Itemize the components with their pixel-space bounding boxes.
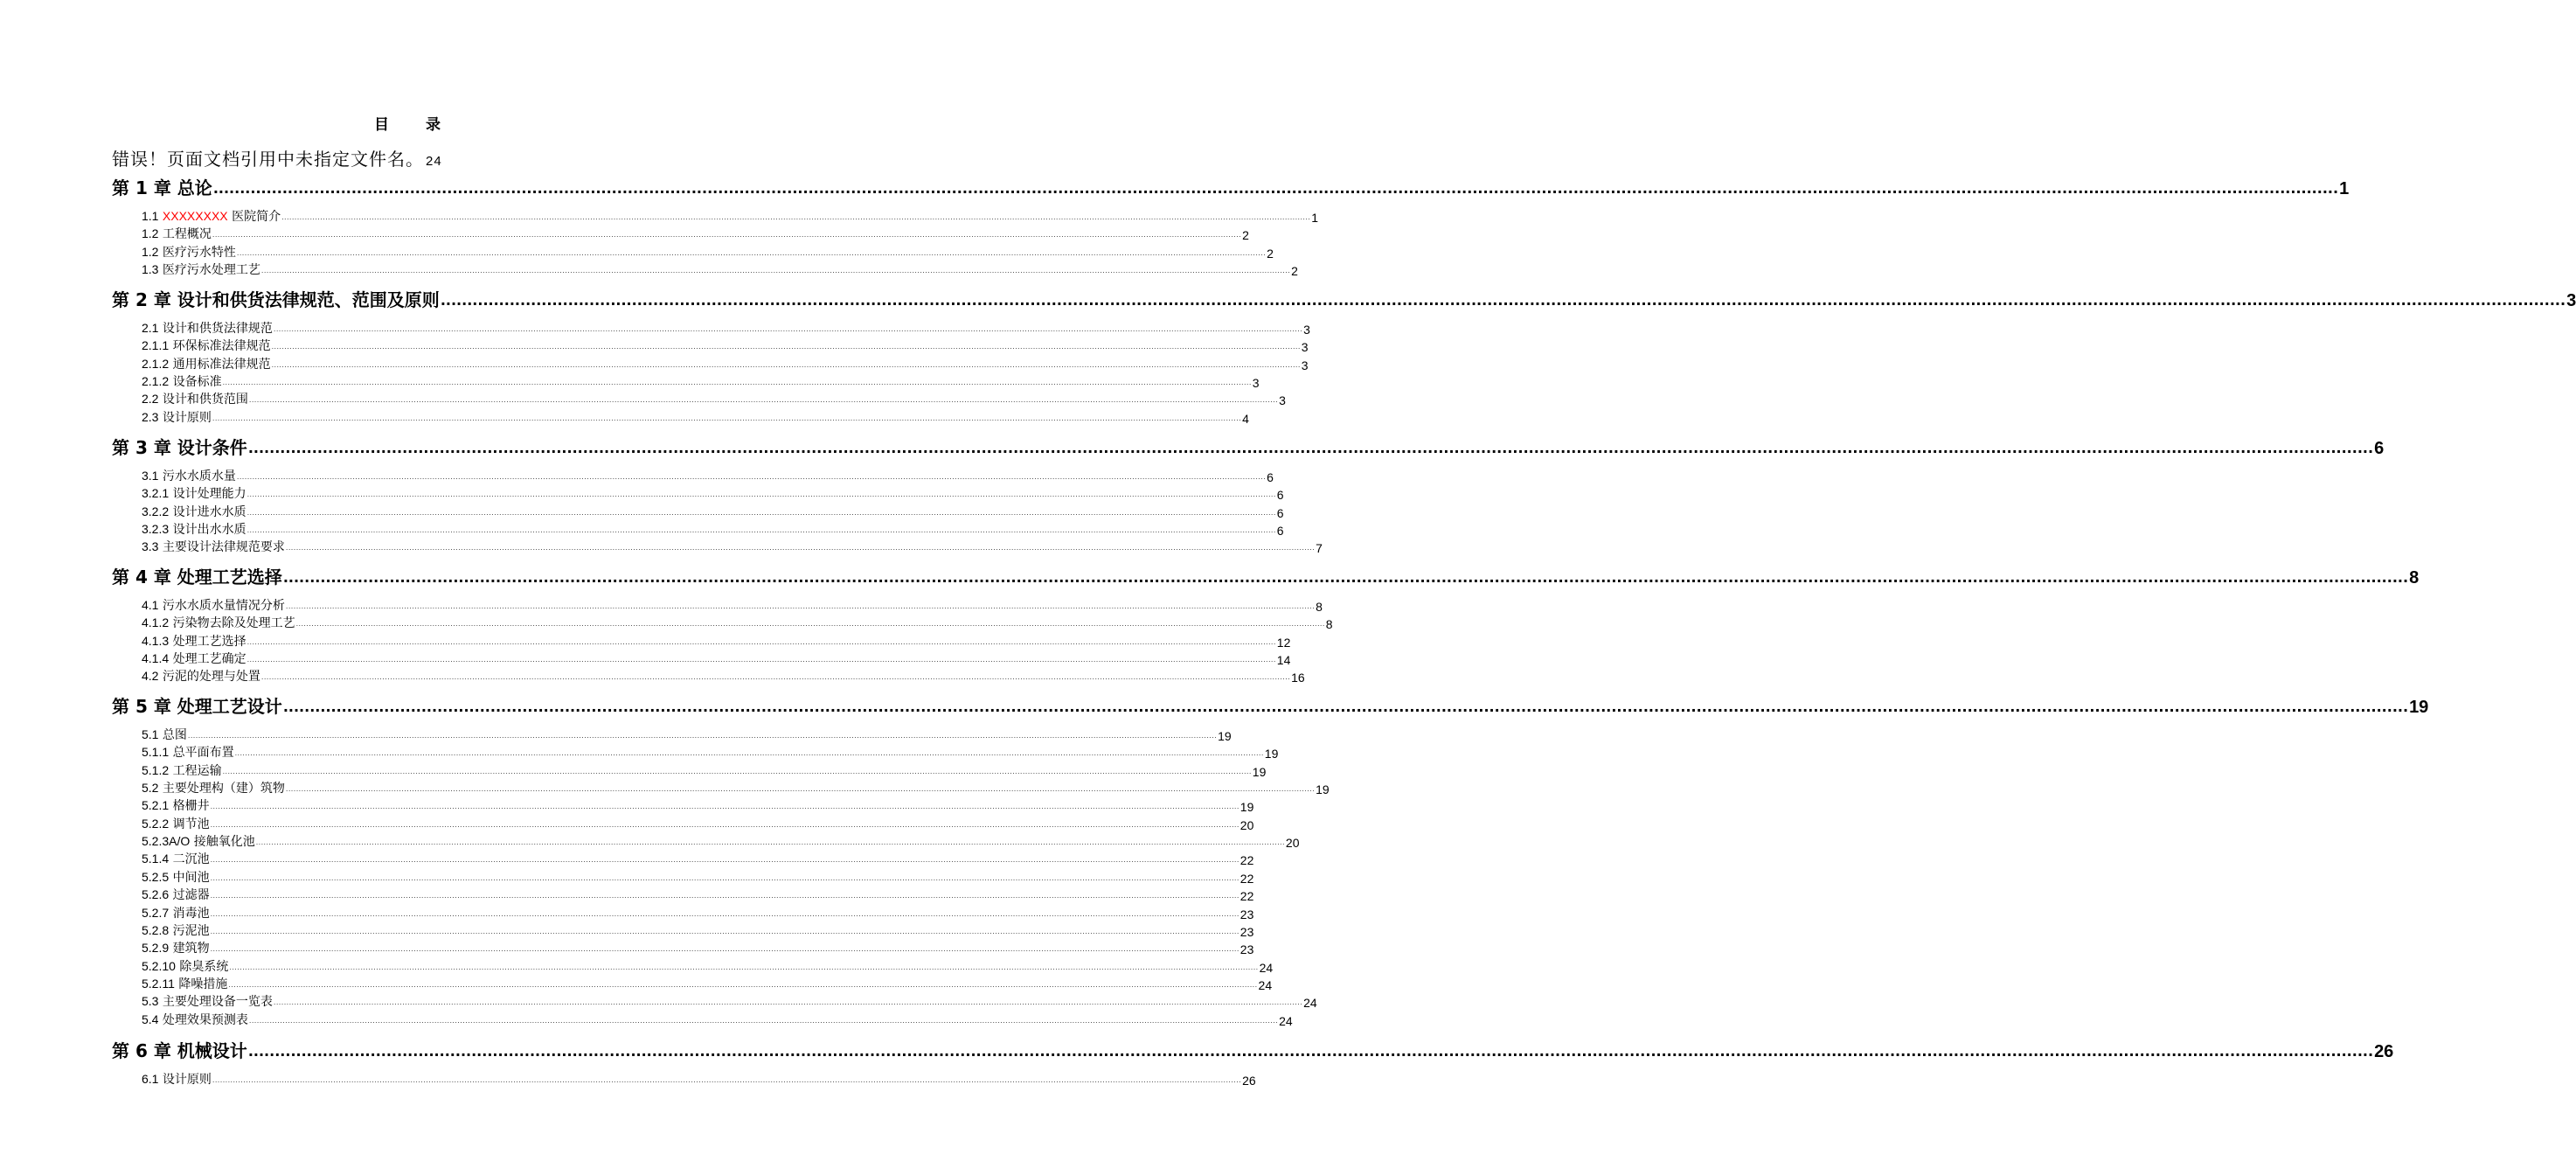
toc-entry-link[interactable] xyxy=(142,976,1273,992)
toc-leader-dots: ................................................................................................................................................................................................................................................................................................................................................................................................................ xyxy=(246,508,1276,517)
toc-entry-label xyxy=(142,390,248,407)
toc-leader-dots: ................................................................................................................................................................................................................................................................................................................................................................................................................ xyxy=(247,1043,2374,1060)
toc-chapter-page: 8 xyxy=(2409,568,2420,588)
toc-leader-dots: ................................................................................................................................................................................................................................................................................................................................................................................................................ xyxy=(229,963,1259,971)
toc-entry-page: 22 xyxy=(1239,871,1254,886)
toc-entry-link[interactable] xyxy=(142,886,1254,904)
toc-entry-number: 3.1 xyxy=(142,469,159,483)
toc-entry-label xyxy=(142,921,210,939)
toc-entry-page: 19 xyxy=(1316,782,1330,797)
toc-chapter-label: 第 4 章 处理工艺选择 xyxy=(112,567,282,588)
toc-entry-link[interactable] xyxy=(142,208,1319,225)
toc-entry-number: 2.1.1 xyxy=(142,338,170,353)
toc-chapter-label: 第 1 章 总论 xyxy=(112,177,212,198)
toc-entry-number: 5.2.9 xyxy=(142,941,170,956)
toc-entry-text: 总平面布置 xyxy=(172,746,234,761)
toc-leader-dots: ................................................................................................................................................................................................................................................................................................................................................................................................................ xyxy=(285,602,1316,610)
toc-entry-page: 12 xyxy=(1276,635,1291,650)
toc-entry-label xyxy=(142,207,281,225)
toc-leader-dots: ................................................................................................................................................................................................................................................................................................................................................................................................................ xyxy=(234,749,1264,758)
toc-entry-link[interactable] xyxy=(142,816,1254,832)
toc-entry-label xyxy=(142,372,222,390)
toc-entry-text: 设计出水水质 xyxy=(172,523,246,538)
toc-entry-page: 2 xyxy=(1291,264,1298,279)
toc-entry-label xyxy=(142,743,234,761)
toc-entry-link[interactable] xyxy=(142,762,1267,779)
toc-entry-label xyxy=(142,832,255,850)
toc-entry-link[interactable] xyxy=(142,744,1279,761)
toc-leader-dots: ................................................................................................................................................................................................................................................................................................................................................................................................................ xyxy=(210,892,1239,900)
toc-entry-label xyxy=(142,1070,212,1088)
toc-entry-label xyxy=(142,337,271,354)
toc-leader-dots: ................................................................................................................................................................................................................................................................................................................................................................................................................ xyxy=(236,248,1267,257)
toc-leader-dots: ................................................................................................................................................................................................................................................................................................................................................................................................................ xyxy=(247,440,2374,456)
toc-leader-dots: ................................................................................................................................................................................................................................................................................................................................................................................................................ xyxy=(440,292,2566,309)
toc-chapter-label: 第 6 章 机械设计 xyxy=(112,1040,247,1061)
toc-entry-page: 26 xyxy=(1242,1074,1256,1088)
toc-entry-link[interactable] xyxy=(142,922,1254,939)
toc-entry-link[interactable] xyxy=(142,833,1300,851)
toc-entry-label xyxy=(142,243,236,261)
toc-entry-label xyxy=(142,667,260,685)
toc-leader-dots: ................................................................................................................................................................................................................................................................................................................................................................................................................ xyxy=(246,637,1276,646)
toc-entry-label xyxy=(142,520,246,538)
toc-entry-link[interactable] xyxy=(142,958,1274,975)
toc-entry-number: 5.3 xyxy=(142,994,159,1009)
toc-entry-label xyxy=(142,904,210,921)
toc-entry-link[interactable] xyxy=(142,633,1291,650)
toc-leader-dots: ................................................................................................................................................................................................................................................................................................................................................................................................................ xyxy=(212,180,2339,197)
toc-entry-link[interactable] xyxy=(142,905,1254,921)
toc-entry-text: 二沉池 xyxy=(172,852,210,867)
toc-entry-label xyxy=(142,796,210,814)
toc-leader-dots: ................................................................................................................................................................................................................................................................................................................................................................................................................ xyxy=(282,699,2409,715)
toc-leader-dots: ................................................................................................................................................................................................................................................................................................................................................................................................................ xyxy=(212,1076,1242,1084)
toc-entry-number: 1.3 xyxy=(142,262,159,277)
toc-chapter-link[interactable] xyxy=(112,1038,2394,1062)
toc-entry-page: 20 xyxy=(1239,817,1254,832)
toc-entry-page: 6 xyxy=(1267,470,1274,484)
toc-entry-page: 2 xyxy=(1267,246,1274,261)
toc-entry-text: 污染物去除及处理工艺 xyxy=(172,616,295,631)
toc-entry-page: 8 xyxy=(1316,600,1323,614)
toc-entry-number: 5.1.4 xyxy=(142,852,170,866)
toc-entry-text: 中间池 xyxy=(172,870,210,885)
toc-entry-link[interactable] xyxy=(142,391,1286,408)
toc-entry-label xyxy=(142,975,227,992)
toc-entry-text: 格栅井 xyxy=(172,799,210,814)
toc-entry-label xyxy=(142,957,228,975)
toc-leader-dots: ................................................................................................................................................................................................................................................................................................................................................................................................................ xyxy=(281,213,1311,221)
toc-leader-dots: ................................................................................................................................................................................................................................................................................................................................................................................................................ xyxy=(285,785,1316,794)
toc-leader-dots: ................................................................................................................................................................................................................................................................................................................................................................................................................ xyxy=(246,490,1276,499)
toc-entry-text: 工程运输 xyxy=(172,763,222,778)
toc-entry-page: 24 xyxy=(1258,977,1273,992)
toc-entry-text: 医院简介 xyxy=(232,210,281,224)
toc-entry-text: 主要处理构（建）筑物 xyxy=(162,782,285,796)
toc-entry-text: 设备标准 xyxy=(172,375,222,390)
toc-entry-label xyxy=(142,868,210,886)
toc-entry-page: 3 xyxy=(1301,358,1309,372)
toc-entry-text: 工程概况 xyxy=(162,227,212,242)
toc-entry-label xyxy=(142,408,212,426)
toc-entry-text: 设计原则 xyxy=(162,1073,212,1087)
toc-entry-number: 2.2 xyxy=(142,392,159,407)
toc-entry-number: 5.2.6 xyxy=(142,887,170,902)
toc-chapter-link[interactable] xyxy=(112,693,2429,718)
toc-leader-dots: ................................................................................................................................................................................................................................................................................................................................................................................................................ xyxy=(273,325,1303,333)
toc-entry-page: 22 xyxy=(1239,889,1254,904)
toc-entry-number: 2.3 xyxy=(142,409,159,424)
toc-chapter-link[interactable] xyxy=(112,287,2576,311)
toc-title: 目 录 xyxy=(374,116,456,134)
toc-entry-label xyxy=(142,650,246,667)
toc-entry-text: 医疗污水处理工艺 xyxy=(162,263,260,278)
toc-entry-text: 污水水质水量情况分析 xyxy=(162,599,285,613)
toc-entry-text: 过滤器 xyxy=(172,888,210,903)
toc-chapter-label: 第 5 章 处理工艺设计 xyxy=(112,696,282,717)
toc-entry-page: 19 xyxy=(1264,747,1279,761)
toc-chapter-label: 第 3 章 设计条件 xyxy=(112,437,247,458)
toc-entry-page: 14 xyxy=(1276,653,1291,668)
toc-entry-number: 1.1 xyxy=(142,209,159,223)
toc-entry-link[interactable] xyxy=(142,485,1284,503)
toc-entry-number: 5.2.8 xyxy=(142,922,170,937)
toc-entry-number: 5.2.7 xyxy=(142,905,170,920)
toc-entry-label xyxy=(142,632,246,650)
toc-entry-link[interactable] xyxy=(142,851,1254,868)
toc-leader-dots: ................................................................................................................................................................................................................................................................................................................................................................................................................ xyxy=(210,909,1239,918)
toc-entry-page: 3 xyxy=(1301,340,1309,355)
toc-leader-dots: ................................................................................................................................................................................................................................................................................................................................................................................................................ xyxy=(260,673,1291,682)
toc-entry-label xyxy=(142,538,285,555)
toc-error-text: 错误！页面文档引用中未指定文件名。 xyxy=(112,149,424,170)
toc-entry-page: 19 xyxy=(1239,800,1254,815)
toc-leader-dots: ................................................................................................................................................................................................................................................................................................................................................................................................................ xyxy=(212,231,1242,240)
toc-entry-link[interactable] xyxy=(142,504,1284,520)
toc-error-line xyxy=(112,145,442,170)
toc-entry-number: 3.2.1 xyxy=(142,486,170,501)
toc-entry-number: 1.2 xyxy=(142,244,159,259)
toc-leader-dots: ................................................................................................................................................................................................................................................................................................................................................................................................................ xyxy=(236,473,1267,481)
toc-entry-placeholder: XXXXXXXX xyxy=(162,209,228,223)
toc-entry-link[interactable] xyxy=(142,409,1249,426)
toc-entry-label xyxy=(142,467,236,484)
toc-entry-link[interactable] xyxy=(142,356,1309,372)
toc-entry-link[interactable] xyxy=(142,373,1260,391)
toc-leader-dots: ................................................................................................................................................................................................................................................................................................................................................................................................................ xyxy=(295,620,1325,629)
toc-entry-page: 6 xyxy=(1276,524,1284,539)
toc-leader-dots: ................................................................................................................................................................................................................................................................................................................................................................................................................ xyxy=(282,569,2409,586)
toc-chapter-label: 第 2 章 设计和供货法律规范、范围及原则 xyxy=(112,289,440,310)
toc-entry-page: 16 xyxy=(1291,671,1305,685)
toc-error-page: 24 xyxy=(426,154,442,169)
toc-entry-link[interactable] xyxy=(142,320,1310,337)
toc-entry-text: 设计和供货范围 xyxy=(162,393,248,407)
toc-entry-label xyxy=(142,225,212,242)
toc-entry-link[interactable] xyxy=(142,244,1274,261)
toc-entry-text: 处理工艺选择 xyxy=(172,634,246,649)
toc-leader-dots: ................................................................................................................................................................................................................................................................................................................................................................................................................ xyxy=(255,838,1285,847)
toc-leader-dots: ................................................................................................................................................................................................................................................................................................................................................................................................................ xyxy=(246,656,1276,664)
toc-entry-link[interactable] xyxy=(142,668,1305,685)
toc-entry-number: 5.2.5 xyxy=(142,869,170,884)
toc-entry-number: 5.2.2 xyxy=(142,816,170,831)
toc-leader-dots: ................................................................................................................................................................................................................................................................................................................................................................................................................ xyxy=(271,360,1301,369)
toc-leader-dots: ................................................................................................................................................................................................................................................................................................................................................................................................................ xyxy=(222,379,1252,387)
toc-entry-page: 23 xyxy=(1239,924,1254,939)
toc-entry-page: 7 xyxy=(1316,541,1323,556)
toc-chapter-page: 6 xyxy=(2374,439,2385,458)
toc-chapter-page: 19 xyxy=(2409,698,2429,717)
toc-entry-label xyxy=(142,761,222,779)
toc-entry-link[interactable] xyxy=(142,521,1284,539)
toc-entry-link[interactable] xyxy=(142,1071,1256,1088)
toc-entry-text: 设计原则 xyxy=(162,410,212,425)
toc-leader-dots: ................................................................................................................................................................................................................................................................................................................................................................................................................ xyxy=(285,544,1316,553)
toc-entry-number: 5.2.1 xyxy=(142,798,170,813)
toc-entry-text: 污水水质水量 xyxy=(162,469,236,483)
toc-chapter-link[interactable] xyxy=(112,435,2385,459)
toc-entry-label xyxy=(142,319,273,337)
toc-entry-link[interactable] xyxy=(142,337,1309,355)
toc-entry-page: 3 xyxy=(1303,323,1310,337)
toc-entry-link[interactable] xyxy=(142,993,1317,1011)
toc-chapter-page: 3 xyxy=(2566,291,2576,310)
toc-entry-number: 5.2.3A/O xyxy=(142,834,191,849)
toc-entry-label xyxy=(142,484,246,502)
toc-entry-number: 5.1.1 xyxy=(142,745,170,760)
toc-leader-dots: ................................................................................................................................................................................................................................................................................................................................................................................................................ xyxy=(210,945,1239,954)
toc-entry-link[interactable] xyxy=(142,869,1254,886)
toc-entry-page: 24 xyxy=(1303,996,1317,1011)
toc-chapter-page: 1 xyxy=(2339,179,2350,198)
toc-entry-label xyxy=(142,779,285,796)
toc-entry-number: 4.1 xyxy=(142,598,159,612)
toc-entry-number: 5.1.2 xyxy=(142,762,170,777)
toc-entry-page: 22 xyxy=(1239,853,1254,868)
toc-entry-label xyxy=(142,815,210,832)
toc-entry-text: 处理工艺确定 xyxy=(172,652,246,667)
toc-entry-number: 3.2.3 xyxy=(142,522,170,537)
toc-entry-link[interactable] xyxy=(142,650,1291,668)
toc-entry-number: 4.1.3 xyxy=(142,633,170,648)
toc-leader-dots: ................................................................................................................................................................................................................................................................................................................................................................................................................ xyxy=(210,927,1239,935)
toc-entry-link[interactable] xyxy=(142,797,1254,815)
toc-entry-text: 调节池 xyxy=(172,817,210,831)
toc-entry-text: 降噪措施 xyxy=(178,977,228,991)
toc-entry-text: 总图 xyxy=(162,728,187,742)
toc-entry-text: 设计和供货法律规范 xyxy=(162,322,273,336)
toc-entry-page: 6 xyxy=(1276,505,1284,520)
toc-entry-link[interactable] xyxy=(142,261,1298,279)
toc-leader-dots: ................................................................................................................................................................................................................................................................................................................................................................................................................ xyxy=(248,396,1279,405)
toc-leader-dots: ................................................................................................................................................................................................................................................................................................................................................................................................................ xyxy=(210,820,1239,829)
toc-entry-text: 主要处理设备一览表 xyxy=(162,995,273,1010)
toc-entry-link[interactable] xyxy=(142,727,1232,743)
toc-entry-link[interactable] xyxy=(142,226,1249,243)
toc-entry-text: 处理效果预测表 xyxy=(162,1012,248,1027)
toc-entry-page: 24 xyxy=(1279,1013,1293,1028)
toc-entry-number: 2.1.2 xyxy=(142,356,170,371)
toc-entry-link[interactable] xyxy=(142,615,1333,632)
toc-entry-link[interactable] xyxy=(142,468,1274,484)
toc-entry-number: 5.2.11 xyxy=(142,976,175,991)
toc-entry-label xyxy=(142,596,285,614)
toc-leader-dots: ................................................................................................................................................................................................................................................................................................................................................................................................................ xyxy=(222,767,1252,775)
toc-entry-number: 5.2.10 xyxy=(142,958,176,973)
toc-entry-text: 消毒池 xyxy=(172,906,210,921)
toc-entry-page: 3 xyxy=(1252,376,1260,391)
toc-chapter-page: 26 xyxy=(2374,1042,2394,1061)
toc-entry-text: 接触氧化池 xyxy=(193,835,255,850)
toc-entry-number: 3.3 xyxy=(142,539,159,554)
toc-entry-label xyxy=(142,614,295,631)
toc-entry-number: 2.1 xyxy=(142,321,159,335)
toc-entry-number: 4.1.4 xyxy=(142,651,170,666)
toc-entry-number: 4.2 xyxy=(142,669,159,684)
toc-entry-text: 通用标准法律规范 xyxy=(172,357,271,372)
toc-entry-number: 6.1 xyxy=(142,1072,159,1086)
toc-entry-text: 设计处理能力 xyxy=(172,487,246,502)
toc-entry-number: 5.2 xyxy=(142,781,159,796)
toc-entry-text: 建筑物 xyxy=(172,942,210,956)
toc-leader-dots: ................................................................................................................................................................................................................................................................................................................................................................................................................ xyxy=(187,732,1218,740)
toc-entry-number: 2.1.2 xyxy=(142,374,170,389)
toc-entry-number: 1.2 xyxy=(142,226,159,241)
toc-entry-page: 19 xyxy=(1252,764,1267,779)
toc-entry-page: 8 xyxy=(1325,617,1333,632)
toc-entry-label xyxy=(142,850,210,867)
toc-leader-dots: ................................................................................................................................................................................................................................................................................................................................................................................................................ xyxy=(210,873,1239,882)
toc-leader-dots: ................................................................................................................................................................................................................................................................................................................................................................................................................ xyxy=(248,1016,1279,1025)
toc-leader-dots: ................................................................................................................................................................................................................................................................................................................................................................................................................ xyxy=(210,856,1239,865)
toc-leader-dots: ................................................................................................................................................................................................................................................................................................................................................................................................................ xyxy=(228,980,1258,989)
toc-entry-label xyxy=(142,992,273,1010)
toc-entry-label xyxy=(142,1011,248,1028)
toc-entry-text: 医疗污水特性 xyxy=(162,245,236,260)
toc-entry-number: 5.1 xyxy=(142,727,159,741)
toc-entry-number: 4.1.2 xyxy=(142,615,170,630)
toc-entry-label xyxy=(142,355,271,372)
toc-entry-link[interactable] xyxy=(142,780,1330,797)
toc-leader-dots: ................................................................................................................................................................................................................................................................................................................................................................................................................ xyxy=(260,267,1291,275)
toc-entry-page: 2 xyxy=(1242,228,1249,243)
toc-entry-page: 23 xyxy=(1239,907,1254,921)
toc-entry-text: 污泥池 xyxy=(172,923,210,938)
toc-entry-number: 5.4 xyxy=(142,1012,159,1026)
toc-chapter-link[interactable] xyxy=(112,175,2350,199)
toc-entry-label xyxy=(142,261,260,278)
toc-leader-dots: ................................................................................................................................................................................................................................................................................................................................................................................................................ xyxy=(210,803,1239,811)
toc-entry-page: 6 xyxy=(1276,488,1284,503)
toc-leader-dots: ................................................................................................................................................................................................................................................................................................................................................................................................................ xyxy=(271,343,1301,351)
toc-entry-link[interactable] xyxy=(142,940,1254,957)
toc-entry-label xyxy=(142,886,210,903)
toc-entry-link[interactable] xyxy=(142,597,1323,614)
toc-chapter-link[interactable] xyxy=(112,564,2420,588)
toc-entry-text: 污泥的处理与处置 xyxy=(162,670,260,685)
toc-entry-page: 3 xyxy=(1279,393,1286,408)
toc-entry-label xyxy=(142,503,246,520)
toc-entry-text: 设计进水水质 xyxy=(172,504,246,519)
toc-entry-page: 20 xyxy=(1285,836,1300,851)
toc-entry-link[interactable] xyxy=(142,1012,1293,1028)
toc-entry-text: 主要设计法律规范要求 xyxy=(162,540,285,555)
toc-entry-page: 24 xyxy=(1259,960,1274,975)
toc-entry-label xyxy=(142,939,210,956)
toc-entry-text: 环保标准法律规范 xyxy=(172,339,271,354)
toc-entry-page: 1 xyxy=(1311,211,1319,225)
toc-leader-dots: ................................................................................................................................................................................................................................................................................................................................................................................................................ xyxy=(246,526,1276,535)
toc-entry-page: 4 xyxy=(1242,411,1249,426)
toc-entry-page: 23 xyxy=(1239,942,1254,957)
toc-entry-text: 除臭系统 xyxy=(179,959,229,974)
toc-leader-dots: ................................................................................................................................................................................................................................................................................................................................................................................................................ xyxy=(273,998,1303,1007)
toc-entry-number: 3.2.2 xyxy=(142,504,170,518)
toc-leader-dots: ................................................................................................................................................................................................................................................................................................................................................................................................................ xyxy=(212,414,1242,422)
toc-entry-label xyxy=(142,726,187,743)
toc-entry-page: 19 xyxy=(1218,729,1232,743)
toc-entry-link[interactable] xyxy=(142,539,1323,556)
